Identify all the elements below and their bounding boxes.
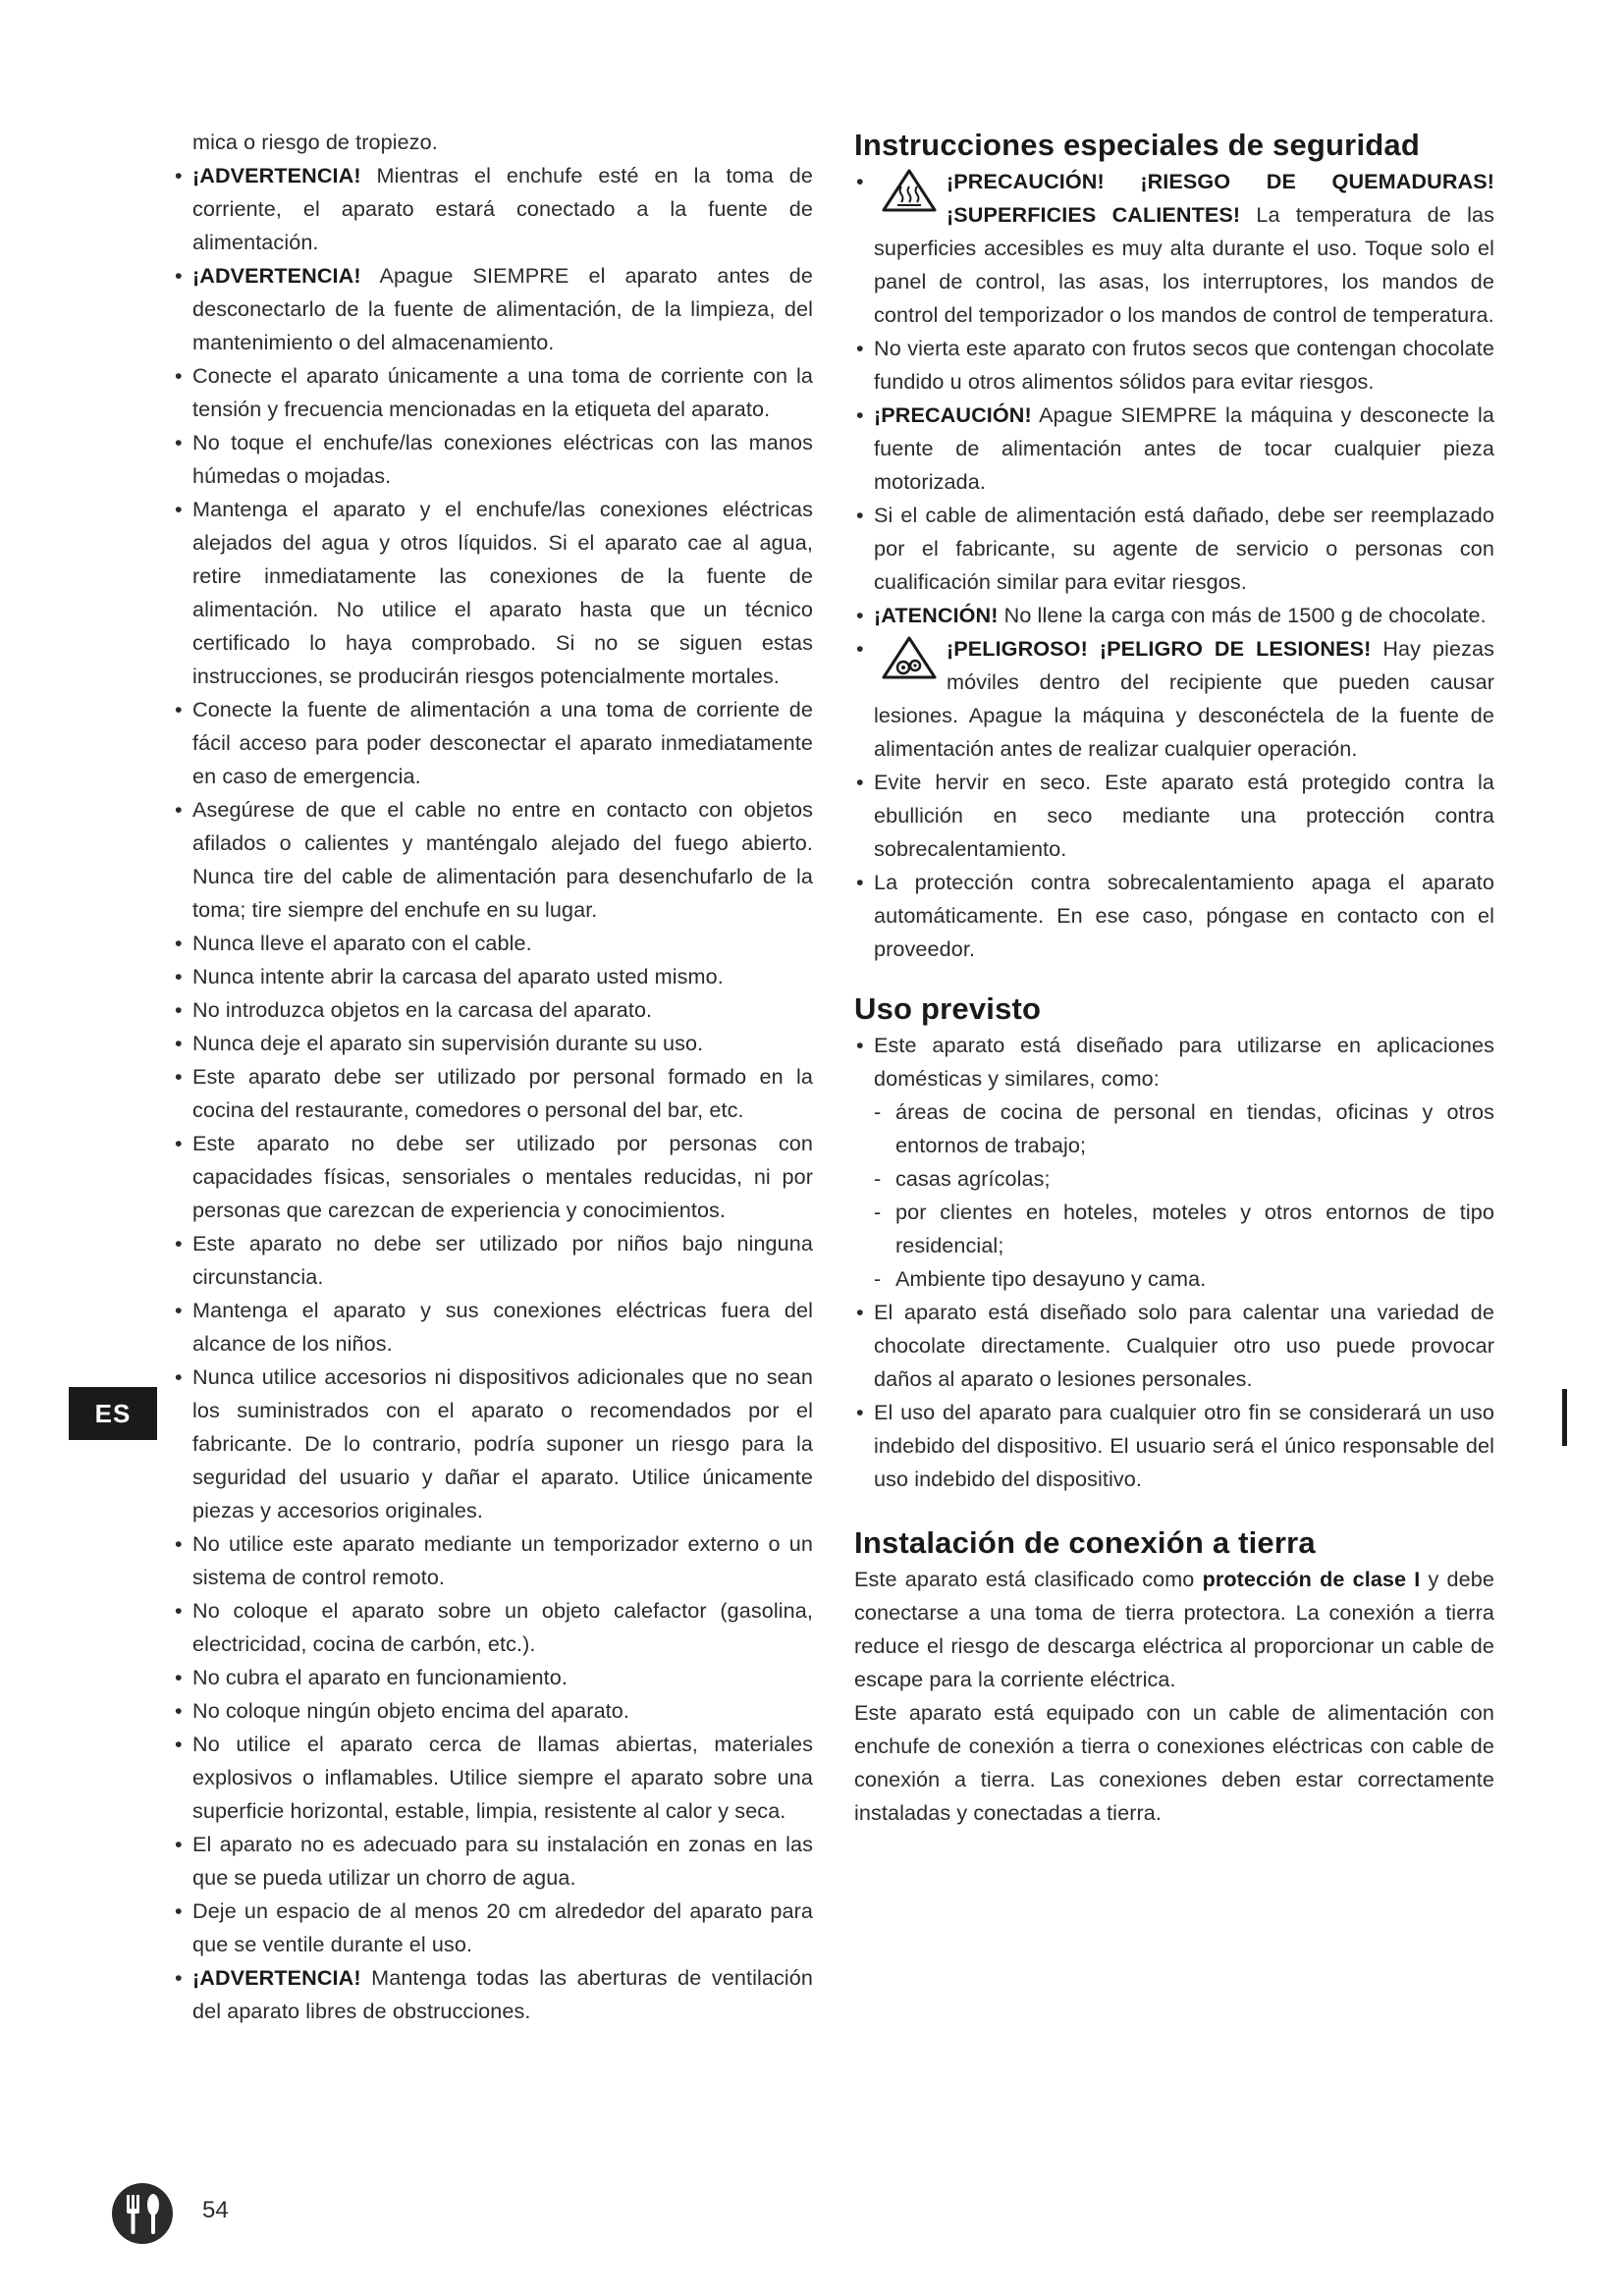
side-marker-bar <box>1562 1389 1567 1446</box>
list-item: • Si el cable de alimentación está dañado, debe ser reemplazado por el fabricante, su agente de servicio o personas con cualificación similar para evitar riesgos. <box>856 503 1494 594</box>
list-item: • ¡ADVERTENCIA! Apague SIEMPRE el aparato antes de desconectarlo de la fuente de alimentación, de la limpieza, del mantenimiento o del almacenamiento. <box>175 263 813 354</box>
injury-warning: • ¡PELIGROSO! ¡PELIGRO DE LESIONES! Hay piezas móviles dentro del recipiente que pueden causar lesiones. Apague la máquina y desconéctela de la fuente de alimentación antes de realizar cualquier operación. <box>856 636 1494 761</box>
page-number: 54 <box>202 2197 229 2223</box>
dash-item: - por clientes en hoteles, moteles y otros entornos de tipo residencial; <box>874 1200 1494 1257</box>
list-item: • El aparato no es adecuado para su instalación en zonas en las que se pueda utilizar un chorro de agua. <box>175 1832 813 1890</box>
list-item: • Este aparato no debe ser utilizado por personas con capacidades físicas, sensoriales o mentales reducidas, ni por personas que carezcan de experiencia y conocimientos. <box>175 1131 813 1222</box>
list-item: • No coloque el aparato sobre un objeto calefactor (gasolina, electricidad, cocina de carbón, etc.). <box>175 1598 813 1656</box>
hot-surface-warning: • ¡PRECAUCIÓN! ¡RIESGO DE QUEMADURAS! ¡SUPERFICIES CALIENTES! La temperatura de las superficies accesibles es muy alta durante el uso. Toque solo el panel de control, las asas, los interruptores, los mandos de control del temporizador o los mandos de control de temperatura. <box>856 169 1495 327</box>
list-item: • No introduzca objetos en la carcasa del aparato. <box>175 997 653 1022</box>
moving-parts-warning-icon <box>882 636 937 679</box>
list-item: • ¡ATENCIÓN! No llene la carga con más de 1500 g de chocolate. <box>856 603 1487 627</box>
list-item: • Este aparato debe ser utilizado por personal formado en la cocina del restaurante, comedores o personal del bar, etc. <box>175 1064 813 1122</box>
hot-surface-warning-icon <box>882 169 937 212</box>
list-item: • Nunca deje el aparato sin supervisión durante su uso. <box>175 1031 704 1055</box>
right-column <box>854 126 1494 1830</box>
left-column <box>173 126 813 2028</box>
list-item: • No vierta este aparato con frutos secos que contengan chocolate fundido u otros alimentos sólidos para evitar riesgos. <box>856 336 1494 394</box>
grounding-heading: Instalación de conexión a tierra <box>854 1525 1316 1560</box>
special-safety-list <box>854 165 1494 966</box>
list-item: • No toque el enchufe/las conexiones eléctricas con las manos húmedas o mojadas. <box>175 430 813 488</box>
list-item: • No utilice el aparato cerca de llamas abiertas, materiales explosivos o inflamables. Utilice siempre el aparato sobre una superficie horizontal, estable, limpia, resistente al calor y seca. <box>175 1732 813 1823</box>
list-item: • ¡ADVERTENCIA! Mientras el enchufe esté en la toma de corriente, el aparato estará conectado a la fuente de alimentación. <box>175 163 813 254</box>
dash-item: - Ambiente tipo desayuno y cama. <box>874 1266 1207 1291</box>
list-item: • Deje un espacio de al menos 20 cm alrededor del aparato para que se ventile durante el uso. <box>175 1898 813 1956</box>
safety-heading: Instrucciones especiales de seguridad <box>854 128 1420 162</box>
list-item: • Nunca intente abrir la carcasa del aparato usted mismo. <box>175 964 724 988</box>
list-item: • Este aparato está diseñado para utilizarse en aplicaciones domésticas y similares, como: <box>856 1033 1494 1091</box>
list-item: • El aparato está diseñado solo para calentar una variedad de chocolate directamente. Cualquier otro uso puede provocar daños al aparato o lesiones personales. <box>856 1300 1494 1391</box>
list-item: • Conecte el aparato únicamente a una toma de corriente con la tensión y frecuencia mencionadas en la etiqueta del aparato. <box>175 363 813 421</box>
list-item: • Conecte la fuente de alimentación a una toma de corriente de fácil acceso para poder desconectar el aparato inmediatamente en caso de emergencia. <box>175 697 813 788</box>
list-item: • No coloque ningún objeto encima del aparato. <box>175 1698 629 1723</box>
list-item: mica o riesgo de tropiezo. <box>192 130 438 154</box>
list-item: • Evite hervir en seco. Este aparato está protegido contra la ebullición en seco mediante una protección contra sobrecalentamiento. <box>856 770 1494 861</box>
cutlery-logo-icon <box>110 2181 175 2246</box>
dash-item: - casas agrícolas; <box>874 1166 1051 1191</box>
list-item: • Mantenga el aparato y sus conexiones eléctricas fuera del alcance de los niños. <box>175 1298 813 1356</box>
dash-item: - áreas de cocina de personal en tiendas, oficinas y otros entornos de trabajo; <box>874 1099 1494 1157</box>
intended-use-heading: Uso previsto <box>854 991 1042 1026</box>
list-item: • La protección contra sobrecalentamiento apaga el aparato automáticamente. En ese caso, póngase en contacto con el proveedor. <box>856 870 1494 961</box>
list-item: • ¡ADVERTENCIA! Mantenga todas las aberturas de ventilación del aparato libres de obstrucciones. <box>175 1965 813 2023</box>
list-item: • Nunca utilice accesorios ni dispositivos adicionales que no sean los suministrados con el aparato o recomendados por el fabricante. De lo contrario, podría suponer un riesgo para la seguridad del usuario y dañar el aparato. Utilice únicamente piezas y accesorios originales. <box>175 1364 813 1522</box>
list-item: • No cubra el aparato en funcionamiento. <box>175 1665 568 1689</box>
safety-list <box>173 126 813 2028</box>
list-item: • No utilice este aparato mediante un temporizador externo o un sistema de control remoto. <box>175 1531 813 1589</box>
intended-use-list <box>854 1029 1494 1496</box>
list-item: • Mantenga el aparato y el enchufe/las conexiones eléctricas alejados del agua y otros líquidos. Si el aparato cae al agua, retire inmediatamente las conexiones de la fuente de alimentación. No utilice el aparato hasta que un técnico certificado lo haya comprobado. Si no se siguen estas instrucciones, se producirán riesgos potencialmente mortales. <box>175 497 813 688</box>
list-item: • El uso del aparato para cualquier otro fin se considerará un uso indebido del dispositivo. El usuario será el único responsable del uso indebido del dispositivo. <box>856 1400 1494 1491</box>
list-item: • ¡PRECAUCIÓN! Apague SIEMPRE la máquina y desconecte la fuente de alimentación antes de tocar cualquier pieza motorizada. <box>856 402 1494 494</box>
grounding-paragraph-2: Este aparato está equipado con un cable de alimentación con enchufe de conexión a tierra o conexiones eléctricas con cable de conexión a tierra. Las conexiones deben estar correctamente instaladas y conectadas a tierra. <box>854 1700 1494 1825</box>
list-item: • Asegúrese de que el cable no entre en contacto con objetos afilados o calientes y manténgalo alejado del fuego abierto. Nunca tire del cable de alimentación para desenchufarlo de la toma; tire siempre del enchufe en su lugar. <box>175 797 813 922</box>
list-item: • Este aparato no debe ser utilizado por niños bajo ninguna circunstancia. <box>175 1231 813 1289</box>
grounding-paragraph-1: Este aparato está clasificado como protección de clase I y debe conectarse a una toma de tierra protectora. La conexión a tierra reduce el riesgo de descarga eléctrica al proporcionar un cable de escape para la corriente eléctrica. <box>854 1567 1494 1691</box>
list-item: • Nunca lleve el aparato con el cable. <box>175 931 532 955</box>
language-tab: ES <box>69 1387 157 1440</box>
